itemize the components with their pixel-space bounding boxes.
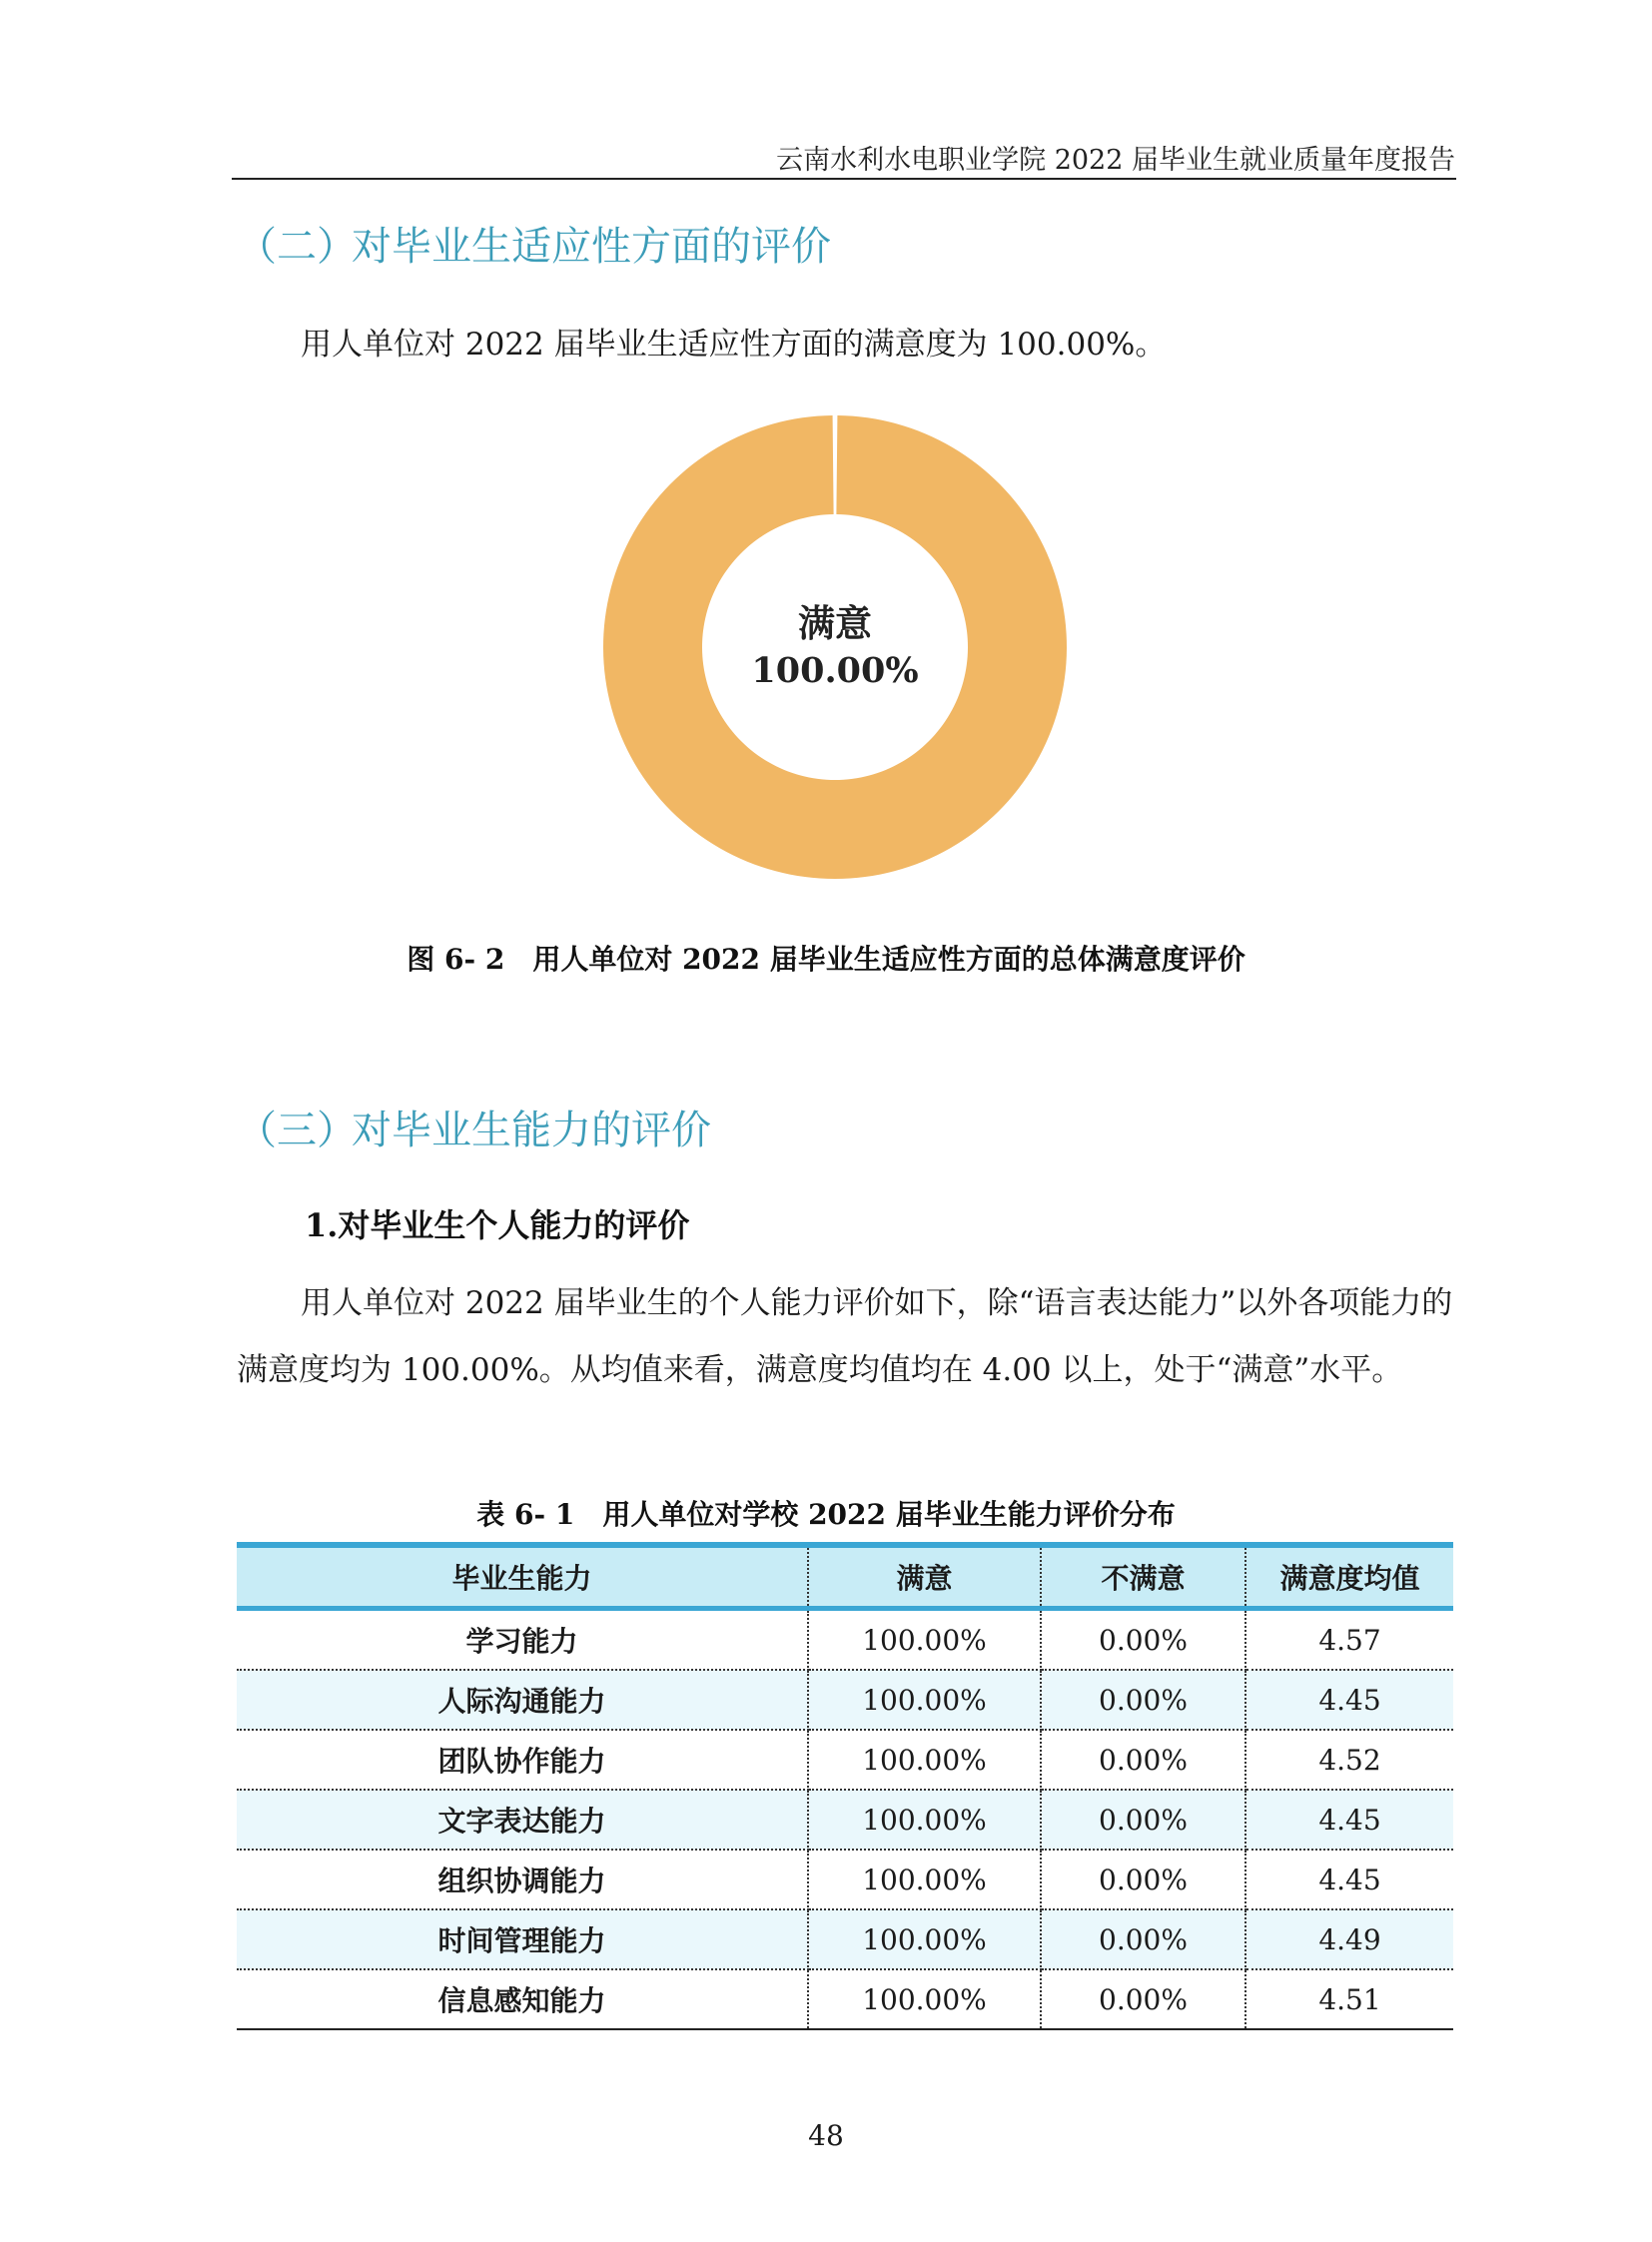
mean-cell: 4.49	[1245, 1909, 1453, 1969]
mean-cell: 4.45	[1245, 1850, 1453, 1909]
donut-chart	[595, 407, 1075, 887]
section-heading-3	[237, 1099, 711, 1155]
satisfied-cell: 100.00%	[808, 1969, 1041, 2029]
dissatisfied-cell: 0.00%	[1041, 1790, 1245, 1850]
figure-caption: 图 6- 2 用人单位对 2022 届毕业生适应性方面的总体满意度评价	[407, 943, 1245, 976]
satisfied-cell: 100.00%	[808, 1850, 1041, 1909]
mean-cell: 4.45	[1245, 1790, 1453, 1850]
donut-center-label	[595, 407, 1075, 887]
satisfied-cell: 100.00%	[808, 1670, 1041, 1730]
ability-name: 组织协调能力	[237, 1850, 808, 1909]
table-row	[237, 1909, 1453, 1969]
column-header: 毕业生能力	[237, 1545, 808, 1609]
ability-name: 时间管理能力	[237, 1909, 808, 1969]
satisfied-cell: 100.00%	[808, 1909, 1041, 1969]
section-number: （二）	[237, 224, 357, 270]
ability-name: 信息感知能力	[237, 1969, 808, 2029]
column-header: 满意度均值	[1245, 1545, 1453, 1609]
column-header: 满意	[808, 1545, 1041, 1609]
dissatisfied-cell: 0.00%	[1041, 1909, 1245, 1969]
satisfied-cell: 100.00%	[808, 1790, 1041, 1850]
section-paragraph: 用人单位对 2022 届毕业生适应性方面的满意度为 100.00%。	[301, 327, 1167, 363]
section-paragraph: 用人单位对 2022 届毕业生的个人能力评价如下，除“语言表达能力”以外各项能力的满意度均为 100.00%。从均值来看，满意度均值均在 4.00 以上，处于“满意”水平。	[237, 1285, 1453, 1388]
section-title: 对毕业生适应性方面的评价	[352, 224, 831, 270]
section-number: （三）	[237, 1108, 357, 1153]
section-title: 对毕业生能力的评价	[352, 1108, 711, 1153]
satisfied-cell: 100.00%	[808, 1730, 1041, 1790]
dissatisfied-cell: 0.00%	[1041, 1670, 1245, 1730]
dissatisfied-cell: 0.00%	[1041, 1609, 1245, 1671]
table-row	[237, 1609, 1453, 1671]
table-header-row	[237, 1545, 1453, 1609]
mean-cell: 4.52	[1245, 1730, 1453, 1790]
table-caption: 表 6- 1 用人单位对学校 2022 届毕业生能力评价分布	[476, 1498, 1176, 1531]
dissatisfied-cell: 0.00%	[1041, 1850, 1245, 1909]
dissatisfied-cell: 0.00%	[1041, 1969, 1245, 2029]
mean-cell: 4.45	[1245, 1670, 1453, 1730]
header-divider	[232, 178, 1456, 180]
table-row	[237, 1730, 1453, 1790]
page-number: 48	[808, 2119, 844, 2152]
satisfied-cell: 100.00%	[808, 1609, 1041, 1671]
subheading: 1.对毕业生个人能力的评价	[305, 1206, 690, 1244]
dissatisfied-cell: 0.00%	[1041, 1730, 1245, 1790]
mean-cell: 4.51	[1245, 1969, 1453, 2029]
ability-name: 团队协作能力	[237, 1730, 808, 1790]
running-header: 云南水利水电职业学院 2022 届毕业生就业质量年度报告	[776, 145, 1455, 176]
table-row	[237, 1850, 1453, 1909]
ability-name: 学习能力	[237, 1609, 808, 1671]
table-row	[237, 1670, 1453, 1730]
table-row	[237, 1790, 1453, 1850]
ability-name: 文字表达能力	[237, 1790, 808, 1850]
ability-table	[237, 1542, 1453, 2030]
ability-name: 人际沟通能力	[237, 1670, 808, 1730]
mean-cell: 4.57	[1245, 1609, 1453, 1671]
donut-center-value: 100.00%	[751, 650, 919, 691]
section-heading-2	[237, 215, 831, 272]
table-row	[237, 1969, 1453, 2029]
donut-center-category: 满意	[798, 601, 872, 645]
column-header: 不满意	[1041, 1545, 1245, 1609]
